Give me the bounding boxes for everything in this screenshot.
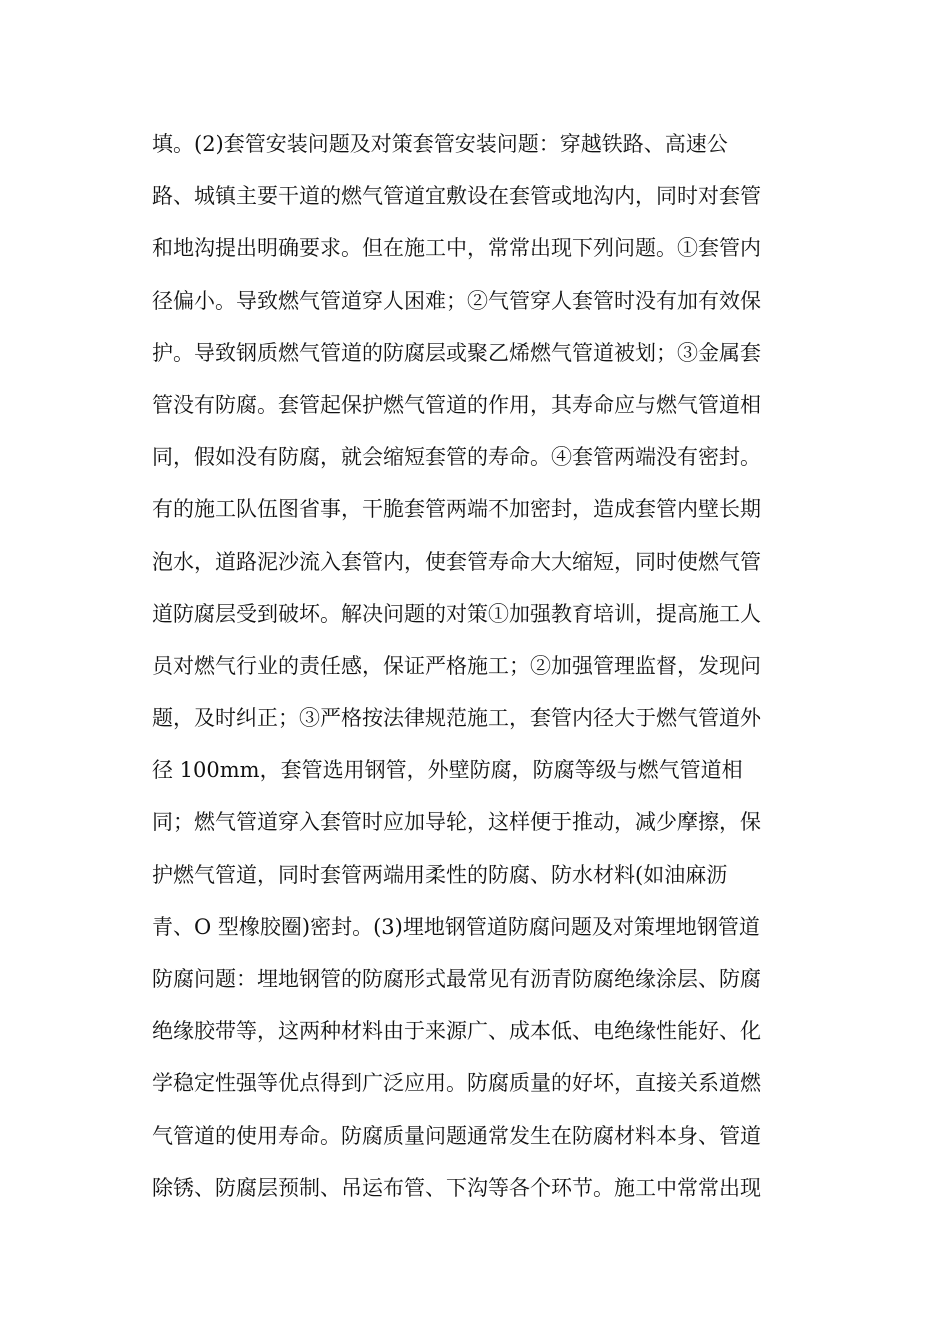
text-line: 道防腐层受到破坏。解决问题的对策①加强教育培训，提高施工人: [152, 601, 761, 626]
text-line: 同，假如没有防腐，就会缩短套管的寿命。④套管两端没有密封。: [152, 445, 761, 470]
text-line: 和地沟提出明确要求。但在施工中，常常出现下列问题。①套管内: [152, 236, 761, 261]
text-line: 路、城镇主要干道的燃气管道宜敷设在套管或地沟内，同时对套管: [152, 184, 761, 209]
text-line: 护燃气管道，同时套管两端用柔性的防腐、防水材料(如油麻沥: [152, 862, 728, 887]
text-line: 管没有防腐。套管起保护燃气管道的作用，其寿命应与燃气管道相: [152, 392, 761, 417]
text-line: 径偏小。导致燃气管道穿人困难；②气管穿人套管时没有加有效保: [152, 288, 761, 313]
text-line: 除锈、防腐层预制、吊运布管、下沟等各个环节。施工中常常出现: [152, 1175, 761, 1200]
body-text: [152, 118, 812, 1214]
text-line: 护。导致钢质燃气管道的防腐层或聚乙烯燃气管道被划；③金属套: [152, 340, 761, 365]
text-line: 有的施工队伍图省事，干脆套管两端不加密封，造成套管内壁长期: [152, 497, 761, 522]
text-line: 题，及时纠正；③严格按法律规范施工，套管内径大于燃气管道外: [152, 706, 761, 731]
text-line: 青、O 型橡胶圈)密封。(3)埋地钢管道防腐问题及对策埋地钢管道: [152, 914, 760, 939]
text-line: 学稳定性强等优点得到广泛应用。防腐质量的好坏，直接关系道燃: [152, 1071, 761, 1096]
text-line: 填。(2)套管安装问题及对策套管安装问题：穿越铁路、高速公: [152, 132, 728, 156]
text-line: 同；燃气管道穿入套管时应加导轮，这样便于推动，减少摩擦，保: [152, 810, 761, 835]
text-line: 泡水，道路泥沙流入套管内，使套管寿命大大缩短，同时使燃气管: [152, 549, 761, 574]
text-line: 径 100mm，套管选用钢管，外壁防腐，防腐等级与燃气管道相: [152, 758, 743, 783]
text-line: 气管道的使用寿命。防腐质量问题通常发生在防腐材料本身、管道: [152, 1123, 761, 1148]
text-line: 员对燃气行业的责任感，保证严格施工；②加强管理监督，发现问: [152, 653, 761, 678]
text-line: 防腐问题：埋地钢管的防腐形式最常见有沥青防腐绝缘涂层、防腐: [152, 967, 761, 991]
text-line: 绝缘胶带等，这两种材料由于来源广、成本低、电绝缘性能好、化: [152, 1019, 761, 1044]
